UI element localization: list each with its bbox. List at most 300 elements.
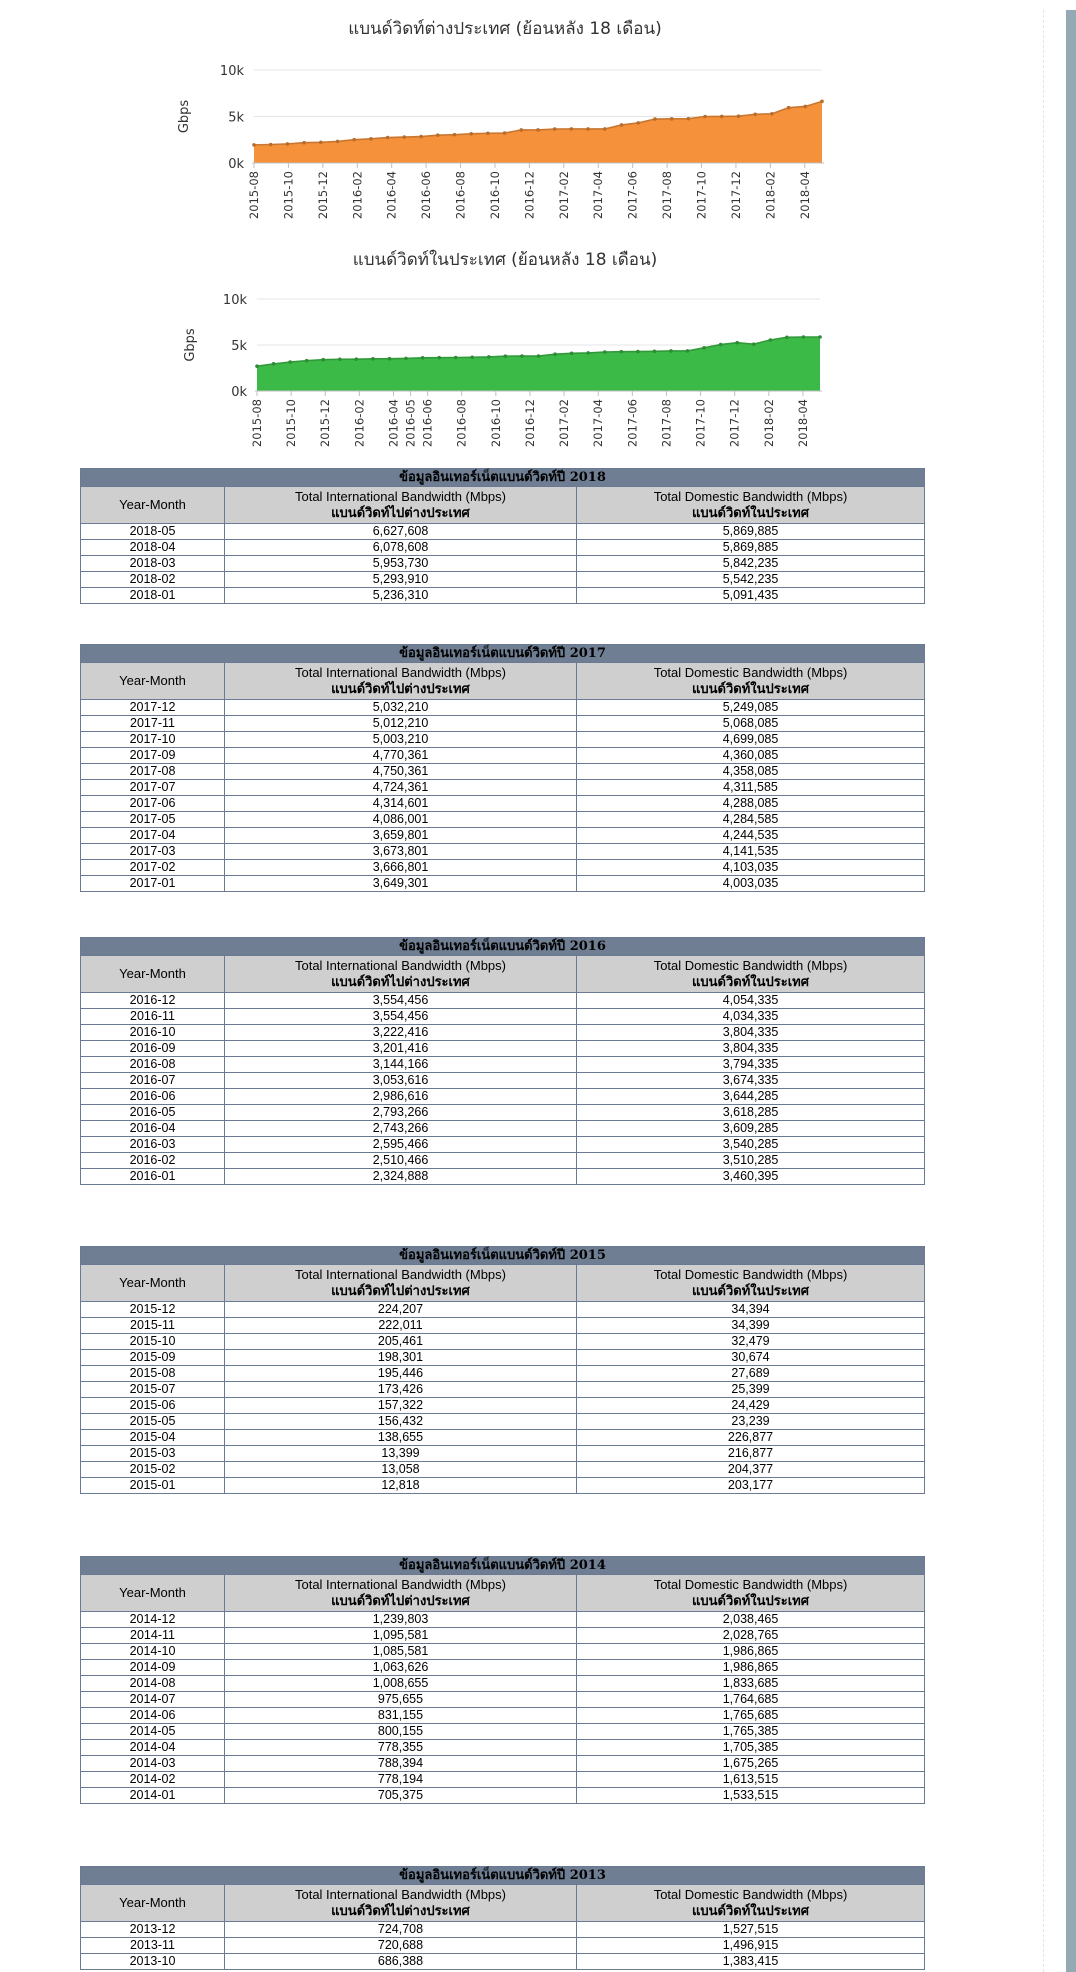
data-point[interactable] bbox=[720, 115, 724, 119]
cell-domestic-bandwidth: 1,705,385 bbox=[577, 1740, 925, 1756]
cell-domestic-bandwidth: 4,311,585 bbox=[577, 780, 925, 796]
cell-international-bandwidth: 1,239,803 bbox=[225, 1612, 577, 1628]
cell-international-bandwidth: 3,666,801 bbox=[225, 860, 577, 876]
x-tick-label: 2016-12 bbox=[522, 171, 537, 220]
table-row bbox=[81, 796, 925, 812]
cell-domestic-bandwidth: 5,869,885 bbox=[577, 540, 925, 556]
cell-international-bandwidth: 2,986,616 bbox=[225, 1089, 577, 1105]
cell-year-month: 2014-09 bbox=[81, 1660, 225, 1676]
data-point[interactable] bbox=[470, 355, 474, 359]
cell-year-month: 2017-08 bbox=[81, 764, 225, 780]
table-row bbox=[81, 540, 925, 556]
x-tick-label: 2015-12 bbox=[315, 171, 330, 220]
bandwidth-table-container bbox=[80, 937, 924, 1185]
x-tick-label: 2016-02 bbox=[350, 171, 365, 220]
data-point[interactable] bbox=[803, 105, 807, 109]
data-point[interactable] bbox=[321, 358, 325, 362]
cell-international-bandwidth: 4,750,361 bbox=[225, 764, 577, 780]
cell-year-month: 2016-06 bbox=[81, 1089, 225, 1105]
cell-domestic-bandwidth: 27,689 bbox=[577, 1366, 925, 1382]
cell-international-bandwidth: 3,649,301 bbox=[225, 876, 577, 892]
data-point[interactable] bbox=[686, 349, 690, 353]
table-row bbox=[81, 1153, 925, 1169]
column-header-domestic bbox=[577, 487, 925, 524]
cell-year-month: 2015-01 bbox=[81, 1478, 225, 1494]
data-point[interactable] bbox=[536, 128, 540, 132]
cell-year-month: 2015-09 bbox=[81, 1350, 225, 1366]
data-point[interactable] bbox=[421, 356, 425, 360]
right-scroll-bar[interactable] bbox=[1066, 10, 1076, 1972]
table-title: ข้อมูลอินเทอร์เน็ตแบนด์วิดท์ปี 2017 bbox=[81, 645, 925, 663]
data-point[interactable] bbox=[404, 357, 408, 361]
cell-domestic-bandwidth: 23,239 bbox=[577, 1414, 925, 1430]
cell-year-month: 2016-09 bbox=[81, 1041, 225, 1057]
data-point[interactable] bbox=[252, 143, 256, 147]
data-point[interactable] bbox=[437, 356, 441, 360]
cell-domestic-bandwidth: 4,103,035 bbox=[577, 860, 925, 876]
cell-year-month: 2015-04 bbox=[81, 1430, 225, 1446]
cell-domestic-bandwidth: 4,244,535 bbox=[577, 828, 925, 844]
cell-domestic-bandwidth: 5,842,235 bbox=[577, 556, 925, 572]
cell-year-month: 2015-10 bbox=[81, 1334, 225, 1350]
data-point[interactable] bbox=[753, 112, 757, 116]
column-header-year-month: Year-Month bbox=[81, 663, 225, 700]
x-tick-label: 2016-04 bbox=[384, 171, 399, 220]
x-tick-label: 2016-10 bbox=[487, 171, 502, 220]
data-point[interactable] bbox=[503, 131, 507, 135]
cell-domestic-bandwidth: 204,377 bbox=[577, 1462, 925, 1478]
bandwidth-table bbox=[80, 468, 925, 604]
bandwidth-table bbox=[80, 937, 925, 1185]
cell-domestic-bandwidth: 3,540,285 bbox=[577, 1137, 925, 1153]
table-title: ข้อมูลอินเทอร์เน็ตแบนด์วิดท์ปี 2018 bbox=[81, 469, 925, 487]
cell-domestic-bandwidth: 5,869,885 bbox=[577, 524, 925, 540]
x-tick-label: 2017-06 bbox=[625, 171, 640, 220]
cell-year-month: 2018-03 bbox=[81, 556, 225, 572]
data-point[interactable] bbox=[436, 133, 440, 137]
table-row bbox=[81, 1724, 925, 1740]
table-row bbox=[81, 1302, 925, 1318]
data-point[interactable] bbox=[702, 346, 706, 350]
x-tick-label: 2017-04 bbox=[591, 171, 606, 220]
table-row bbox=[81, 1788, 925, 1804]
table-row bbox=[81, 1025, 925, 1041]
series-area bbox=[254, 101, 822, 163]
cell-domestic-bandwidth: 4,360,085 bbox=[577, 748, 925, 764]
cell-international-bandwidth: 224,207 bbox=[225, 1302, 577, 1318]
cell-international-bandwidth: 13,058 bbox=[225, 1462, 577, 1478]
column-header-domestic bbox=[577, 1265, 925, 1302]
cell-domestic-bandwidth: 34,399 bbox=[577, 1318, 925, 1334]
cell-domestic-bandwidth: 1,765,685 bbox=[577, 1708, 925, 1724]
cell-domestic-bandwidth: 3,804,335 bbox=[577, 1025, 925, 1041]
table-row bbox=[81, 1105, 925, 1121]
column-header-international bbox=[225, 1575, 577, 1612]
header-sublabel-thai: แบนด์วิดท์ในประเทศ bbox=[692, 1283, 810, 1298]
table-row bbox=[81, 828, 925, 844]
x-tick-label: 2018-04 bbox=[795, 399, 810, 448]
table-row bbox=[81, 748, 925, 764]
cell-domestic-bandwidth: 4,284,585 bbox=[577, 812, 925, 828]
data-point[interactable] bbox=[636, 350, 640, 354]
cell-year-month: 2015-03 bbox=[81, 1446, 225, 1462]
data-point[interactable] bbox=[269, 143, 273, 147]
x-tick-label: 2016-02 bbox=[352, 399, 367, 448]
cell-international-bandwidth: 138,655 bbox=[225, 1430, 577, 1446]
cell-international-bandwidth: 2,595,466 bbox=[225, 1137, 577, 1153]
y-tick-label: 0k bbox=[228, 157, 244, 172]
data-point[interactable] bbox=[586, 127, 590, 131]
international-bandwidth-chart-svg bbox=[170, 10, 840, 232]
cell-domestic-bandwidth: 1,986,865 bbox=[577, 1644, 925, 1660]
data-point[interactable] bbox=[272, 362, 276, 366]
header-label: Total International Bandwidth (Mbps) bbox=[294, 1577, 506, 1592]
cell-domestic-bandwidth: 203,177 bbox=[577, 1478, 925, 1494]
data-point[interactable] bbox=[619, 350, 623, 354]
cell-year-month: 2017-01 bbox=[81, 876, 225, 892]
cell-year-month: 2014-02 bbox=[81, 1772, 225, 1788]
cell-year-month: 2016-03 bbox=[81, 1137, 225, 1153]
table-row bbox=[81, 1334, 925, 1350]
table-row bbox=[81, 1169, 925, 1185]
chart-title: แบนด์วิดท์ต่างประเทศ (ย้อนหลัง 18 เดือน) bbox=[348, 19, 662, 39]
data-point[interactable] bbox=[520, 354, 524, 358]
table-row bbox=[81, 1660, 925, 1676]
cell-year-month: 2017-04 bbox=[81, 828, 225, 844]
cell-domestic-bandwidth: 4,034,335 bbox=[577, 1009, 925, 1025]
cell-international-bandwidth: 720,688 bbox=[225, 1938, 577, 1954]
data-point[interactable] bbox=[820, 100, 824, 104]
domestic-bandwidth-chart-svg bbox=[170, 238, 840, 462]
cell-international-bandwidth: 4,770,361 bbox=[225, 748, 577, 764]
table-row bbox=[81, 588, 925, 604]
cell-year-month: 2014-10 bbox=[81, 1644, 225, 1660]
header-sublabel-thai: แบนด์วิดท์ไปต่างประเทศ bbox=[331, 974, 470, 989]
cell-year-month: 2016-08 bbox=[81, 1057, 225, 1073]
cell-international-bandwidth: 3,222,416 bbox=[225, 1025, 577, 1041]
data-point[interactable] bbox=[336, 140, 340, 144]
cell-international-bandwidth: 1,063,626 bbox=[225, 1660, 577, 1676]
cell-domestic-bandwidth: 24,429 bbox=[577, 1398, 925, 1414]
data-point[interactable] bbox=[352, 138, 356, 142]
cell-international-bandwidth: 5,953,730 bbox=[225, 556, 577, 572]
data-point[interactable] bbox=[769, 338, 773, 342]
table-row bbox=[81, 764, 925, 780]
data-point[interactable] bbox=[653, 350, 657, 354]
data-point[interactable] bbox=[670, 117, 674, 121]
cell-year-month: 2017-05 bbox=[81, 812, 225, 828]
cell-year-month: 2015-12 bbox=[81, 1302, 225, 1318]
data-point[interactable] bbox=[586, 351, 590, 355]
cell-international-bandwidth: 2,743,266 bbox=[225, 1121, 577, 1137]
table-row bbox=[81, 1073, 925, 1089]
cell-international-bandwidth: 13,399 bbox=[225, 1446, 577, 1462]
x-tick-label: 2017-08 bbox=[660, 171, 675, 220]
bandwidth-table-container bbox=[80, 468, 924, 604]
data-point[interactable] bbox=[288, 360, 292, 364]
cell-international-bandwidth: 2,324,888 bbox=[225, 1169, 577, 1185]
cell-year-month: 2016-11 bbox=[81, 1009, 225, 1025]
cell-domestic-bandwidth: 4,358,085 bbox=[577, 764, 925, 780]
cell-international-bandwidth: 6,078,608 bbox=[225, 540, 577, 556]
data-point[interactable] bbox=[419, 135, 423, 139]
data-point[interactable] bbox=[553, 352, 557, 356]
data-point[interactable] bbox=[487, 355, 491, 359]
cell-year-month: 2014-03 bbox=[81, 1756, 225, 1772]
data-point[interactable] bbox=[603, 127, 607, 131]
cell-international-bandwidth: 4,724,361 bbox=[225, 780, 577, 796]
data-point[interactable] bbox=[453, 133, 457, 137]
cell-domestic-bandwidth: 1,986,865 bbox=[577, 1660, 925, 1676]
data-point[interactable] bbox=[386, 136, 390, 140]
header-label: Total Domestic Bandwidth (Mbps) bbox=[653, 958, 848, 973]
cell-international-bandwidth: 5,012,210 bbox=[225, 716, 577, 732]
data-point[interactable] bbox=[669, 349, 673, 353]
x-tick-label: 2017-10 bbox=[694, 171, 709, 220]
header-label: Total Domestic Bandwidth (Mbps) bbox=[653, 1887, 848, 1902]
y-tick-label: 10k bbox=[222, 293, 247, 308]
cell-domestic-bandwidth: 30,674 bbox=[577, 1350, 925, 1366]
y-axis-title: Gbps bbox=[183, 328, 198, 362]
table-row bbox=[81, 1121, 925, 1137]
header-sublabel-thai: แบนด์วิดท์ในประเทศ bbox=[692, 974, 810, 989]
table-row bbox=[81, 556, 925, 572]
header-sublabel-thai: แบนด์วิดท์ในประเทศ bbox=[692, 681, 810, 696]
column-header-domestic bbox=[577, 663, 925, 700]
cell-domestic-bandwidth: 2,028,765 bbox=[577, 1628, 925, 1644]
cell-international-bandwidth: 12,818 bbox=[225, 1478, 577, 1494]
data-point[interactable] bbox=[255, 364, 259, 368]
column-header-year-month: Year-Month bbox=[81, 487, 225, 524]
cell-international-bandwidth: 1,095,581 bbox=[225, 1628, 577, 1644]
column-header-international bbox=[225, 487, 577, 524]
cell-domestic-bandwidth: 2,038,465 bbox=[577, 1612, 925, 1628]
cell-international-bandwidth: 686,388 bbox=[225, 1954, 577, 1970]
cell-domestic-bandwidth: 3,609,285 bbox=[577, 1121, 925, 1137]
column-header-international bbox=[225, 956, 577, 993]
cell-international-bandwidth: 3,673,801 bbox=[225, 844, 577, 860]
cell-year-month: 2018-05 bbox=[81, 524, 225, 540]
table-row bbox=[81, 1922, 925, 1938]
data-point[interactable] bbox=[787, 106, 791, 110]
data-point[interactable] bbox=[553, 127, 557, 131]
cell-international-bandwidth: 3,659,801 bbox=[225, 828, 577, 844]
column-header-year-month: Year-Month bbox=[81, 956, 225, 993]
cell-international-bandwidth: 1,008,655 bbox=[225, 1676, 577, 1692]
data-point[interactable] bbox=[770, 112, 774, 116]
column-header-international bbox=[225, 1265, 577, 1302]
x-tick-label: 2017-12 bbox=[728, 171, 743, 220]
x-tick-label: 2018-02 bbox=[761, 399, 776, 448]
cell-international-bandwidth: 2,793,266 bbox=[225, 1105, 577, 1121]
x-tick-label: 2015-10 bbox=[284, 399, 299, 448]
cell-international-bandwidth: 3,554,456 bbox=[225, 1009, 577, 1025]
data-point[interactable] bbox=[620, 123, 624, 127]
data-point[interactable] bbox=[371, 357, 375, 361]
header-sublabel-thai: แบนด์วิดท์ไปต่างประเทศ bbox=[331, 1593, 470, 1608]
cell-year-month: 2017-03 bbox=[81, 844, 225, 860]
data-point[interactable] bbox=[454, 356, 458, 360]
table-row bbox=[81, 1676, 925, 1692]
header-label: Total International Bandwidth (Mbps) bbox=[294, 1267, 506, 1282]
cell-international-bandwidth: 778,194 bbox=[225, 1772, 577, 1788]
cell-year-month: 2015-06 bbox=[81, 1398, 225, 1414]
data-point[interactable] bbox=[752, 342, 756, 346]
table-row bbox=[81, 1398, 925, 1414]
header-label: Total International Bandwidth (Mbps) bbox=[294, 1887, 506, 1902]
cell-international-bandwidth: 3,144,166 bbox=[225, 1057, 577, 1073]
data-point[interactable] bbox=[355, 357, 359, 361]
cell-domestic-bandwidth: 5,091,435 bbox=[577, 588, 925, 604]
table-row bbox=[81, 812, 925, 828]
column-header-year-month: Year-Month bbox=[81, 1575, 225, 1612]
cell-year-month: 2016-02 bbox=[81, 1153, 225, 1169]
header-label: Total International Bandwidth (Mbps) bbox=[294, 665, 506, 680]
x-tick-label: 2017-02 bbox=[556, 171, 571, 220]
table-row bbox=[81, 993, 925, 1009]
cell-domestic-bandwidth: 4,288,085 bbox=[577, 796, 925, 812]
cell-international-bandwidth: 4,086,001 bbox=[225, 812, 577, 828]
data-point[interactable] bbox=[735, 341, 739, 345]
cell-domestic-bandwidth: 3,510,285 bbox=[577, 1153, 925, 1169]
data-point[interactable] bbox=[305, 359, 309, 363]
data-point[interactable] bbox=[369, 137, 373, 141]
table-title: ข้อมูลอินเทอร์เน็ตแบนด์วิดท์ปี 2016 bbox=[81, 938, 925, 956]
data-point[interactable] bbox=[403, 135, 407, 139]
data-point[interactable] bbox=[388, 357, 392, 361]
table-row bbox=[81, 1692, 925, 1708]
table-row bbox=[81, 1350, 925, 1366]
table-row bbox=[81, 844, 925, 860]
cell-domestic-bandwidth: 4,054,335 bbox=[577, 993, 925, 1009]
table-row bbox=[81, 860, 925, 876]
cell-year-month: 2015-08 bbox=[81, 1366, 225, 1382]
cell-international-bandwidth: 5,293,910 bbox=[225, 572, 577, 588]
data-point[interactable] bbox=[537, 354, 541, 358]
cell-domestic-bandwidth: 5,542,235 bbox=[577, 572, 925, 588]
cell-year-month: 2017-11 bbox=[81, 716, 225, 732]
data-point[interactable] bbox=[302, 141, 306, 145]
x-tick-label: 2017-08 bbox=[659, 399, 674, 448]
data-point[interactable] bbox=[603, 350, 607, 354]
x-tick-label: 2016-08 bbox=[454, 399, 469, 448]
data-point[interactable] bbox=[519, 128, 523, 132]
table-row bbox=[81, 1009, 925, 1025]
cell-international-bandwidth: 6,627,608 bbox=[225, 524, 577, 540]
cell-domestic-bandwidth: 1,765,385 bbox=[577, 1724, 925, 1740]
cell-international-bandwidth: 2,510,466 bbox=[225, 1153, 577, 1169]
cell-domestic-bandwidth: 1,764,685 bbox=[577, 1692, 925, 1708]
table-row bbox=[81, 1414, 925, 1430]
x-tick-label: 2016-08 bbox=[453, 171, 468, 220]
column-header-domestic bbox=[577, 956, 925, 993]
header-label: Total Domestic Bandwidth (Mbps) bbox=[653, 1267, 848, 1282]
cell-international-bandwidth: 5,236,310 bbox=[225, 588, 577, 604]
data-point[interactable] bbox=[636, 121, 640, 125]
x-tick-label: 2015-10 bbox=[281, 171, 296, 220]
international-bandwidth-chart bbox=[170, 10, 840, 232]
data-point[interactable] bbox=[319, 141, 323, 145]
cell-domestic-bandwidth: 3,618,285 bbox=[577, 1105, 925, 1121]
data-point[interactable] bbox=[286, 142, 290, 146]
cell-international-bandwidth: 705,375 bbox=[225, 1788, 577, 1804]
domestic-bandwidth-chart bbox=[170, 238, 840, 462]
bandwidth-table bbox=[80, 1556, 925, 1804]
cell-international-bandwidth: 5,003,210 bbox=[225, 732, 577, 748]
x-tick-label: 2015-12 bbox=[318, 399, 333, 448]
y-tick-label: 10k bbox=[219, 64, 244, 79]
column-header-year-month: Year-Month bbox=[81, 1265, 225, 1302]
cell-year-month: 2015-02 bbox=[81, 1462, 225, 1478]
data-point[interactable] bbox=[737, 114, 741, 118]
right-divider bbox=[1043, 10, 1045, 1972]
cell-domestic-bandwidth: 5,068,085 bbox=[577, 716, 925, 732]
cell-year-month: 2018-02 bbox=[81, 572, 225, 588]
data-point[interactable] bbox=[802, 335, 806, 339]
cell-international-bandwidth: 157,322 bbox=[225, 1398, 577, 1414]
cell-year-month: 2016-07 bbox=[81, 1073, 225, 1089]
data-point[interactable] bbox=[504, 354, 508, 358]
column-header-domestic bbox=[577, 1575, 925, 1612]
table-row bbox=[81, 1756, 925, 1772]
cell-year-month: 2013-10 bbox=[81, 1954, 225, 1970]
data-point[interactable] bbox=[818, 335, 822, 339]
table-row bbox=[81, 1954, 925, 1970]
data-point[interactable] bbox=[486, 131, 490, 135]
table-row bbox=[81, 1041, 925, 1057]
data-point[interactable] bbox=[338, 357, 342, 361]
table-row bbox=[81, 1089, 925, 1105]
bandwidth-table-container bbox=[80, 1556, 924, 1804]
cell-year-month: 2017-12 bbox=[81, 700, 225, 716]
cell-international-bandwidth: 800,155 bbox=[225, 1724, 577, 1740]
table-row bbox=[81, 1430, 925, 1446]
header-label: Total International Bandwidth (Mbps) bbox=[294, 958, 506, 973]
cell-year-month: 2014-06 bbox=[81, 1708, 225, 1724]
header-label: Total Domestic Bandwidth (Mbps) bbox=[653, 1577, 848, 1592]
cell-domestic-bandwidth: 3,644,285 bbox=[577, 1089, 925, 1105]
cell-international-bandwidth: 173,426 bbox=[225, 1382, 577, 1398]
data-point[interactable] bbox=[469, 132, 473, 136]
table-row bbox=[81, 1708, 925, 1724]
data-point[interactable] bbox=[653, 117, 657, 121]
x-tick-label: 2016-12 bbox=[522, 399, 537, 448]
data-point[interactable] bbox=[570, 127, 574, 131]
x-tick-label: 2018-02 bbox=[763, 171, 778, 220]
cell-year-month: 2015-11 bbox=[81, 1318, 225, 1334]
data-point[interactable] bbox=[687, 117, 691, 121]
cell-international-bandwidth: 195,446 bbox=[225, 1366, 577, 1382]
cell-domestic-bandwidth: 3,674,335 bbox=[577, 1073, 925, 1089]
header-sublabel-thai: แบนด์วิดท์ในประเทศ bbox=[692, 1903, 810, 1918]
cell-year-month: 2015-05 bbox=[81, 1414, 225, 1430]
x-tick-label: 2015-08 bbox=[247, 171, 261, 220]
data-point[interactable] bbox=[719, 343, 723, 347]
cell-domestic-bandwidth: 226,877 bbox=[577, 1430, 925, 1446]
y-tick-label: 0k bbox=[231, 385, 247, 400]
cell-international-bandwidth: 198,301 bbox=[225, 1350, 577, 1366]
cell-domestic-bandwidth: 1,383,415 bbox=[577, 1954, 925, 1970]
cell-domestic-bandwidth: 1,496,915 bbox=[577, 1938, 925, 1954]
cell-domestic-bandwidth: 216,877 bbox=[577, 1446, 925, 1462]
data-point[interactable] bbox=[785, 335, 789, 339]
cell-domestic-bandwidth: 25,399 bbox=[577, 1382, 925, 1398]
data-point[interactable] bbox=[703, 115, 707, 119]
cell-international-bandwidth: 3,053,616 bbox=[225, 1073, 577, 1089]
header-label: Total Domestic Bandwidth (Mbps) bbox=[653, 489, 848, 504]
cell-domestic-bandwidth: 34,394 bbox=[577, 1302, 925, 1318]
data-point[interactable] bbox=[570, 351, 574, 355]
